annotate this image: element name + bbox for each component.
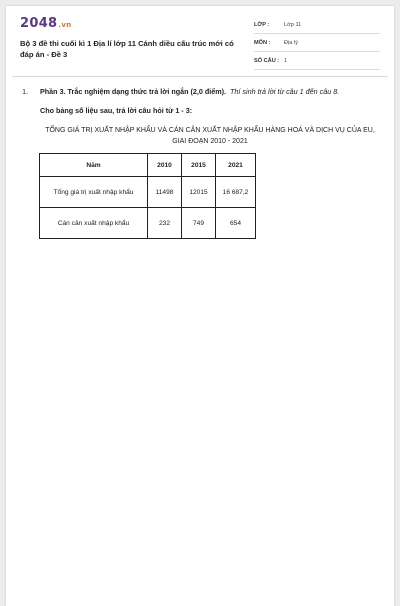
question-prompt: Cho bảng số liệu sau, trả lời câu hỏi từ 1 - 3: [40,106,193,115]
logo-suffix: .vn [58,21,72,29]
data-table [39,153,256,239]
row-label-total-trade: Tổng giá trị xuất nhập khẩu [40,177,148,208]
table-cell: 12015 [182,177,216,208]
header-divider [12,76,388,77]
question-number: 1. [22,87,29,96]
meta-count-value: 1 [284,58,288,64]
meta-subject-value: Địa lý [284,40,298,46]
meta-count-label: SỐ CÂU : [254,58,280,64]
meta-subject-label: MÔN : [254,40,271,46]
site-logo[interactable] [20,16,72,31]
meta-subject-row [254,35,380,52]
question-heading-line [40,87,385,96]
document-page [6,6,394,606]
meta-count-row [254,53,380,70]
document-title: Bộ 3 đề thi cuối kì 1 Địa lí lớp 11 Cánh diều cấu trúc mới có đáp án - Đề 3 [20,39,234,59]
meta-class-row [254,17,380,34]
header-cell-2021: 2021 [216,154,256,177]
logo-text: 2048 [20,16,58,31]
table-title: TỔNG GIÁ TRỊ XUẤT NHẬP KHẨU VÀ CÁN CÂN XUẤT NHẬP KHẨU HÀNG HOÁ VÀ DỊCH VỤ CỦA EU, GIAI ĐOẠN 2010 - 2021 [45,127,375,145]
table-cell: 16 687,2 [216,177,256,208]
table-cell: 749 [182,208,216,239]
document-meta [254,17,380,70]
row-label-trade-balance: Cán cân xuất nhập khẩu [40,208,148,239]
header-cell-2015: 2015 [182,154,216,177]
header-cell-year: Năm [40,154,148,177]
part-instruction: Thí sinh trả lời từ câu 1 đến câu 8. [230,87,340,96]
meta-class-value: Lớp 11 [284,22,302,28]
table-cell: 232 [148,208,182,239]
meta-class-label: LỚP : [254,22,270,28]
table-row [40,177,256,208]
table-cell: 11498 [148,177,182,208]
table-row [40,208,256,239]
table-cell: 654 [216,208,256,239]
header-cell-2010: 2010 [148,154,182,177]
table-header-row [40,154,256,177]
part-heading: Phần 3. Trắc nghiệm dạng thức trả lời ngắn (2,0 điểm). [40,87,227,96]
